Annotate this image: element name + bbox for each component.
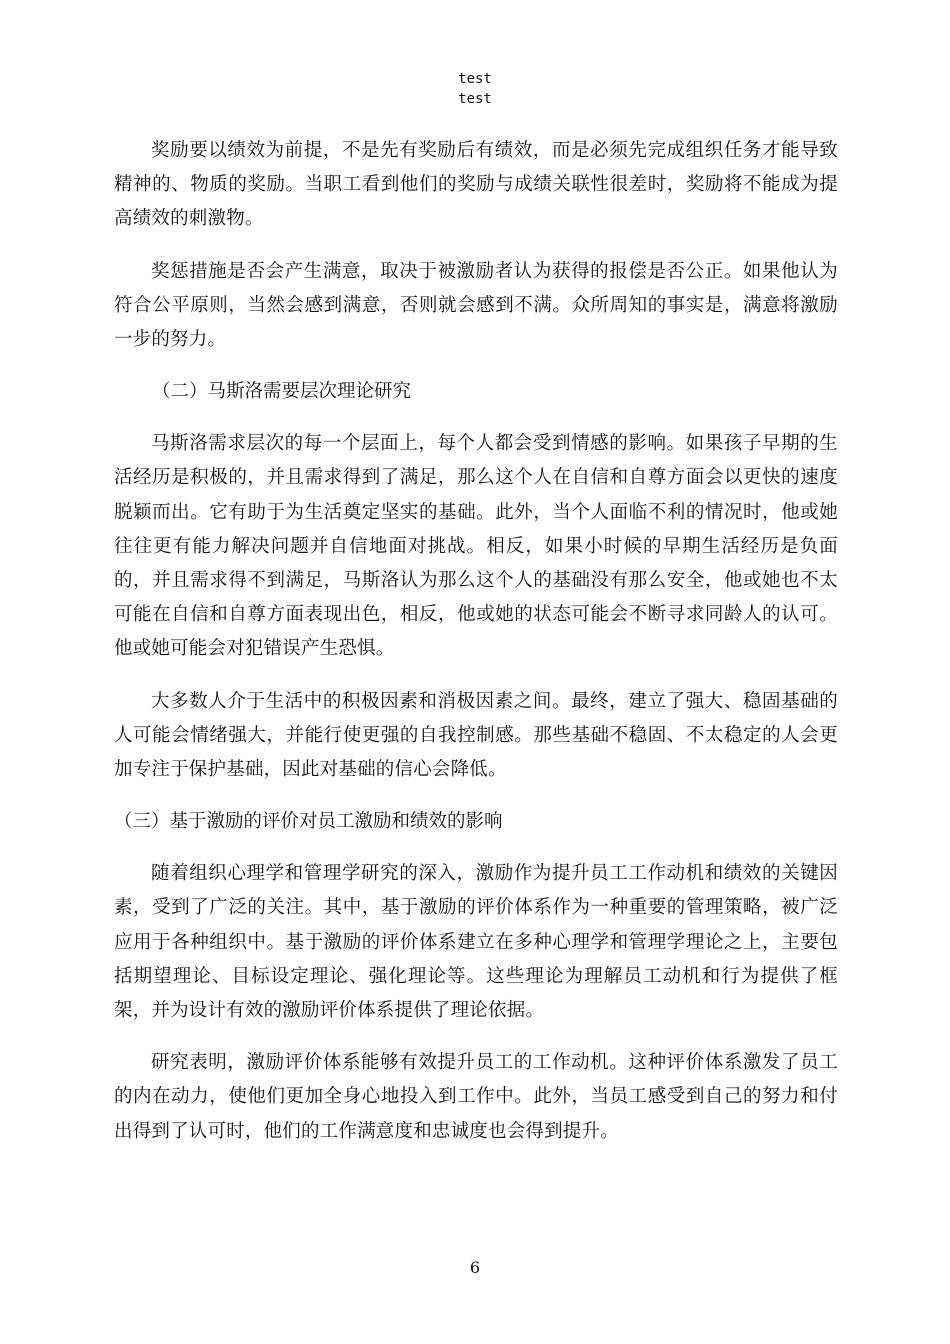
paragraph-6: 研究表明，激励评价体系能够有效提升员工的工作动机。这种评价体系激发了员工的内在动力，使他们更加全身心地投入到工作中。此外，当员工感受到自己的努力和付出得到了认可时，他们的工作满意度和忠诚度也会得到提升。: [114, 1052, 838, 1142]
header-line-1: test: [458, 71, 492, 87]
page-header: [0, 69, 950, 109]
page-number: 6: [469, 1258, 481, 1277]
header-line-2: test: [458, 91, 492, 107]
section-heading-2: （二）马斯洛需要层次理论研究: [152, 381, 412, 403]
paragraph-2: 奖惩措施是否会产生满意，取决于被激励者认为获得的报偿是否公正。如果他认为符合公平原则，当然会感到满意，否则就会感到不满。众所周知的事实是，满意将激励一步的努力。: [114, 260, 838, 351]
paragraph-5: 随着组织心理学和管理学研究的深入，激励作为提升员工工作动机和绩效的关键因素，受到了广泛的关注。其中，基于激励的评价体系作为一种重要的管理策略，被广泛应用于各种组织中。基于激励的评价体系建立在多种心理学和管理学理论之上，主要包括期望理论、目标设定理论、强化理论等。这些理论为理解员工动机和行为提供了框架，并为设计有效的激励评价体系提供了理论依据。: [114, 863, 838, 1022]
paragraph-1: 奖励要以绩效为前提，不是先有奖励后有绩效，而是必须先完成组织任务才能导致精神的、物质的奖励。当职工看到他们的奖励与成绩关联性很差时，奖励将不能成为提高绩效的刺激物。: [114, 140, 838, 230]
section-heading-3: （三）基于激励的评价对员工激励和绩效的影响: [114, 811, 503, 833]
paragraph-4: 大多数人介于生活中的积极因素和消极因素之间。最终，建立了强大、稳固基础的人可能会情绪强大，并能行使更强的自我控制感。那些基础不稳固、不太稳定的人会更加专注于保护基础，因此对基础的信心会降低。: [114, 690, 838, 781]
document-body: [114, 134, 838, 1167]
paragraph-3: 马斯洛需求层次的每一个层面上，每个人都会受到情感的影响。如果孩子早期的生活经历是积极的，并且需求得到了满足，那么这个人在自信和自尊方面会以更快的速度脱颖而出。它有助于为生活奠定坚实的基础。此外，当个人面临不利的情况时，他或她往往更有能力解决问题并自信地面对挑战。相反，如果小时候的早期生活经历是负面的，并且需求得不到满足，马斯洛认为那么这个人的基础没有那么安全，他或她也不太可能在自信和自尊方面表现出色，相反，他或她的状态可能会不断寻求同龄人的认可。他或她可能会对犯错误产生恐惧。: [114, 433, 838, 660]
